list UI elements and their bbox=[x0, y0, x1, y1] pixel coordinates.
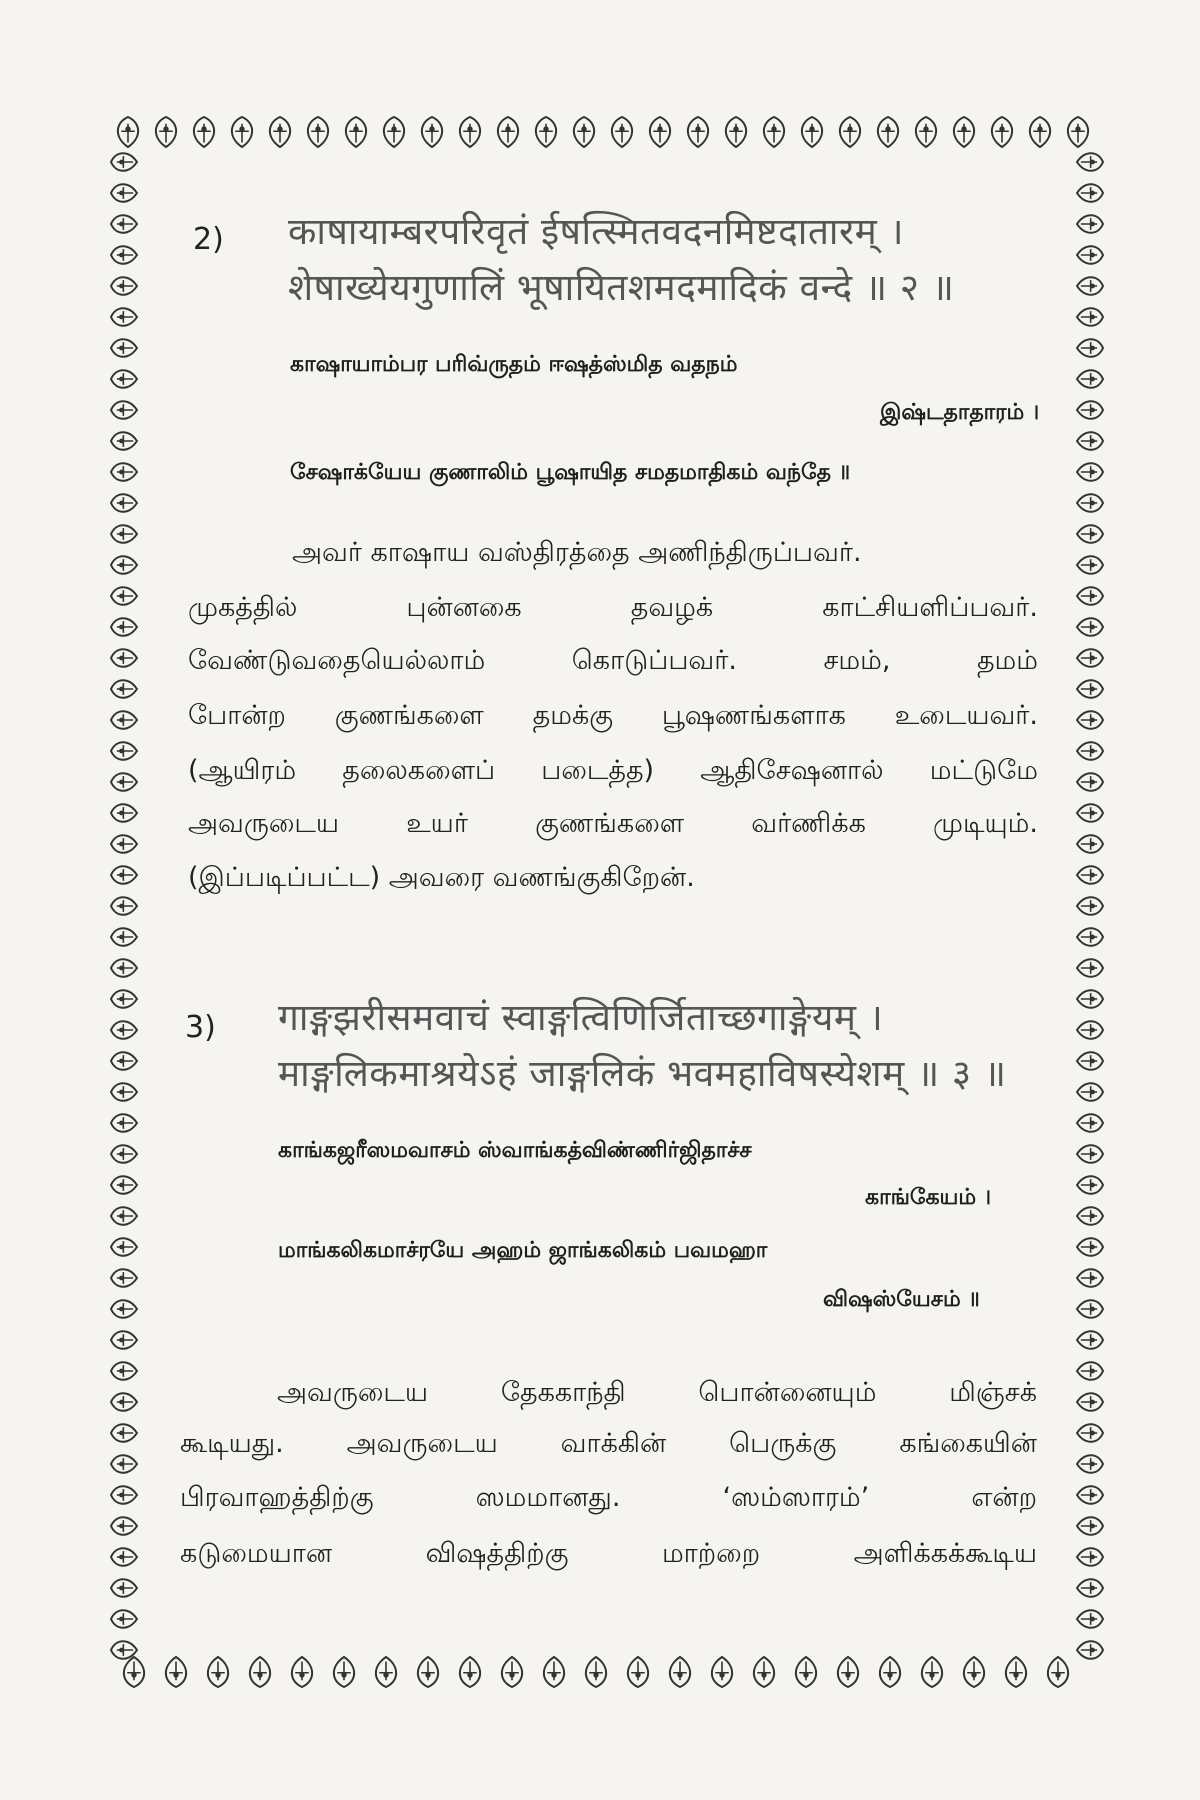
verse-2-number: 2) bbox=[193, 222, 224, 257]
word: முடியும். bbox=[933, 808, 1038, 839]
verse-2-meaning-line-5 bbox=[188, 755, 1038, 790]
word: என்ற bbox=[971, 1482, 1037, 1513]
word: பிரவாஹத்திற்கு bbox=[180, 1482, 374, 1513]
verse-3-meaning-line-4 bbox=[180, 1538, 1037, 1573]
verse-2-sanskrit-line-1: काषायाम्बरपरिवृतं ईषत्स्मितवदनमिष्टदातारम् । bbox=[288, 210, 905, 253]
word: தேககாந்தி bbox=[500, 1377, 626, 1408]
verse-2-meaning-line-2 bbox=[188, 592, 1038, 627]
verse-2-sanskrit-line-2: शेषाख्येयगुणालिं भूषायितशमदमादिकं वन्दे ॥ २ ॥ bbox=[288, 266, 955, 309]
word: வாக்கின் bbox=[560, 1428, 667, 1459]
verse-3-transliteration-line-2: காங்கேயம் । bbox=[865, 1185, 992, 1210]
verse-2-transliteration-line-2: இஷ்டதாதாரம் । bbox=[880, 400, 1040, 425]
verse-2-meaning-line-3 bbox=[188, 645, 1038, 680]
verse-3-meaning-line-2 bbox=[180, 1428, 1037, 1463]
word: படைத்த) bbox=[541, 755, 655, 786]
verse-3-sanskrit-line-2: माङ्गलिकमाश्रयेऽहं जाङ्गलिकं भवमहाविषस्येशम् ॥ ३ ॥ bbox=[278, 1052, 1007, 1095]
word: மாற்றை bbox=[661, 1538, 761, 1569]
word: (ஆயிரம் bbox=[188, 755, 297, 786]
word: தமம் bbox=[976, 645, 1038, 676]
verse-2-meaning-line-4 bbox=[188, 700, 1038, 735]
word: தவழக் bbox=[630, 592, 714, 623]
word: அளிக்கக்கூடிய bbox=[853, 1538, 1037, 1569]
word: காட்சியளிப்பவர். bbox=[822, 592, 1038, 623]
verse-2-transliteration-line-3: சேஷாக்யேய குணாலிம் பூஷாயித சமதமாதிகம் வந்தே ॥ bbox=[290, 460, 851, 485]
word: ஆதிசேஷனால் bbox=[700, 755, 884, 786]
verse-3-transliteration-line-3: மாங்கலிகமாச்ரயே அஹம் ஜாங்கலிகம் பவமஹா bbox=[278, 1238, 768, 1263]
verse-3-meaning-line-3 bbox=[180, 1482, 1037, 1517]
word: உடையவர். bbox=[894, 700, 1038, 731]
word: ஸமமானது. bbox=[475, 1482, 621, 1513]
verse-3-number: 3) bbox=[185, 1010, 216, 1045]
verse-3-transliteration-line-1: காங்கஜரீஸமவாசம் ஸ்வாங்கத்விண்ணிர்ஜிதாச்ச bbox=[278, 1138, 752, 1163]
word: அவருடைய bbox=[346, 1428, 498, 1459]
word: பூஷணங்களாக bbox=[661, 700, 846, 731]
word: மிஞ்சக் bbox=[949, 1377, 1037, 1408]
word: கொடுப்பவர். bbox=[571, 645, 737, 676]
word: கங்கையின் bbox=[899, 1428, 1037, 1459]
word: மட்டுமே bbox=[929, 755, 1038, 786]
verse-2-meaning-line-1: அவர் காஷாய வஸ்திரத்தை அணிந்திருப்பவர். bbox=[292, 537, 862, 568]
verse-2-meaning-line-6 bbox=[188, 808, 1038, 843]
word: வேண்டுவதையெல்லாம் bbox=[188, 645, 486, 676]
verse-3-meaning-line-1 bbox=[277, 1377, 1037, 1412]
verse-3-transliteration-line-4: விஷஸ்யேசம் ॥ bbox=[823, 1287, 980, 1312]
word: அவருடைய bbox=[188, 808, 340, 839]
word: முகத்தில் bbox=[188, 592, 298, 623]
word: தலைகளைப் bbox=[342, 755, 496, 786]
word: புன்னகை bbox=[406, 592, 522, 623]
word: விஷத்திற்கு bbox=[425, 1538, 569, 1569]
verse-2-transliteration-line-1: காஷாயாம்பர பரிவ்ருதம் ஈஷத்ஸ்மித வதநம் bbox=[290, 352, 738, 377]
word: பெருக்கு bbox=[729, 1428, 837, 1459]
word: பொன்னையும் bbox=[698, 1377, 877, 1408]
verse-2-meaning-line-7: (இப்படிப்பட்ட) அவரை வணங்குகிறேன். bbox=[188, 862, 695, 893]
word: குணங்களை bbox=[334, 700, 484, 731]
word: போன்ற bbox=[188, 700, 286, 731]
verse-3-sanskrit-line-1: गाङ्गझरीसमवाचं स्वाङ्गत्विणिर्जिताच्छगाङ्गेयम् । bbox=[278, 996, 884, 1039]
word: வர்ணிக்க bbox=[751, 808, 866, 839]
word: உயர் bbox=[406, 808, 468, 839]
word: அவருடைய bbox=[277, 1377, 429, 1408]
word: கடுமையான bbox=[180, 1538, 333, 1569]
word: குணங்களை bbox=[535, 808, 685, 839]
word: கூடியது. bbox=[180, 1428, 284, 1459]
word: தமக்கு bbox=[532, 700, 614, 731]
word: சமம், bbox=[823, 645, 891, 676]
word: ‘ஸம்ஸாரம்’ bbox=[722, 1482, 870, 1513]
